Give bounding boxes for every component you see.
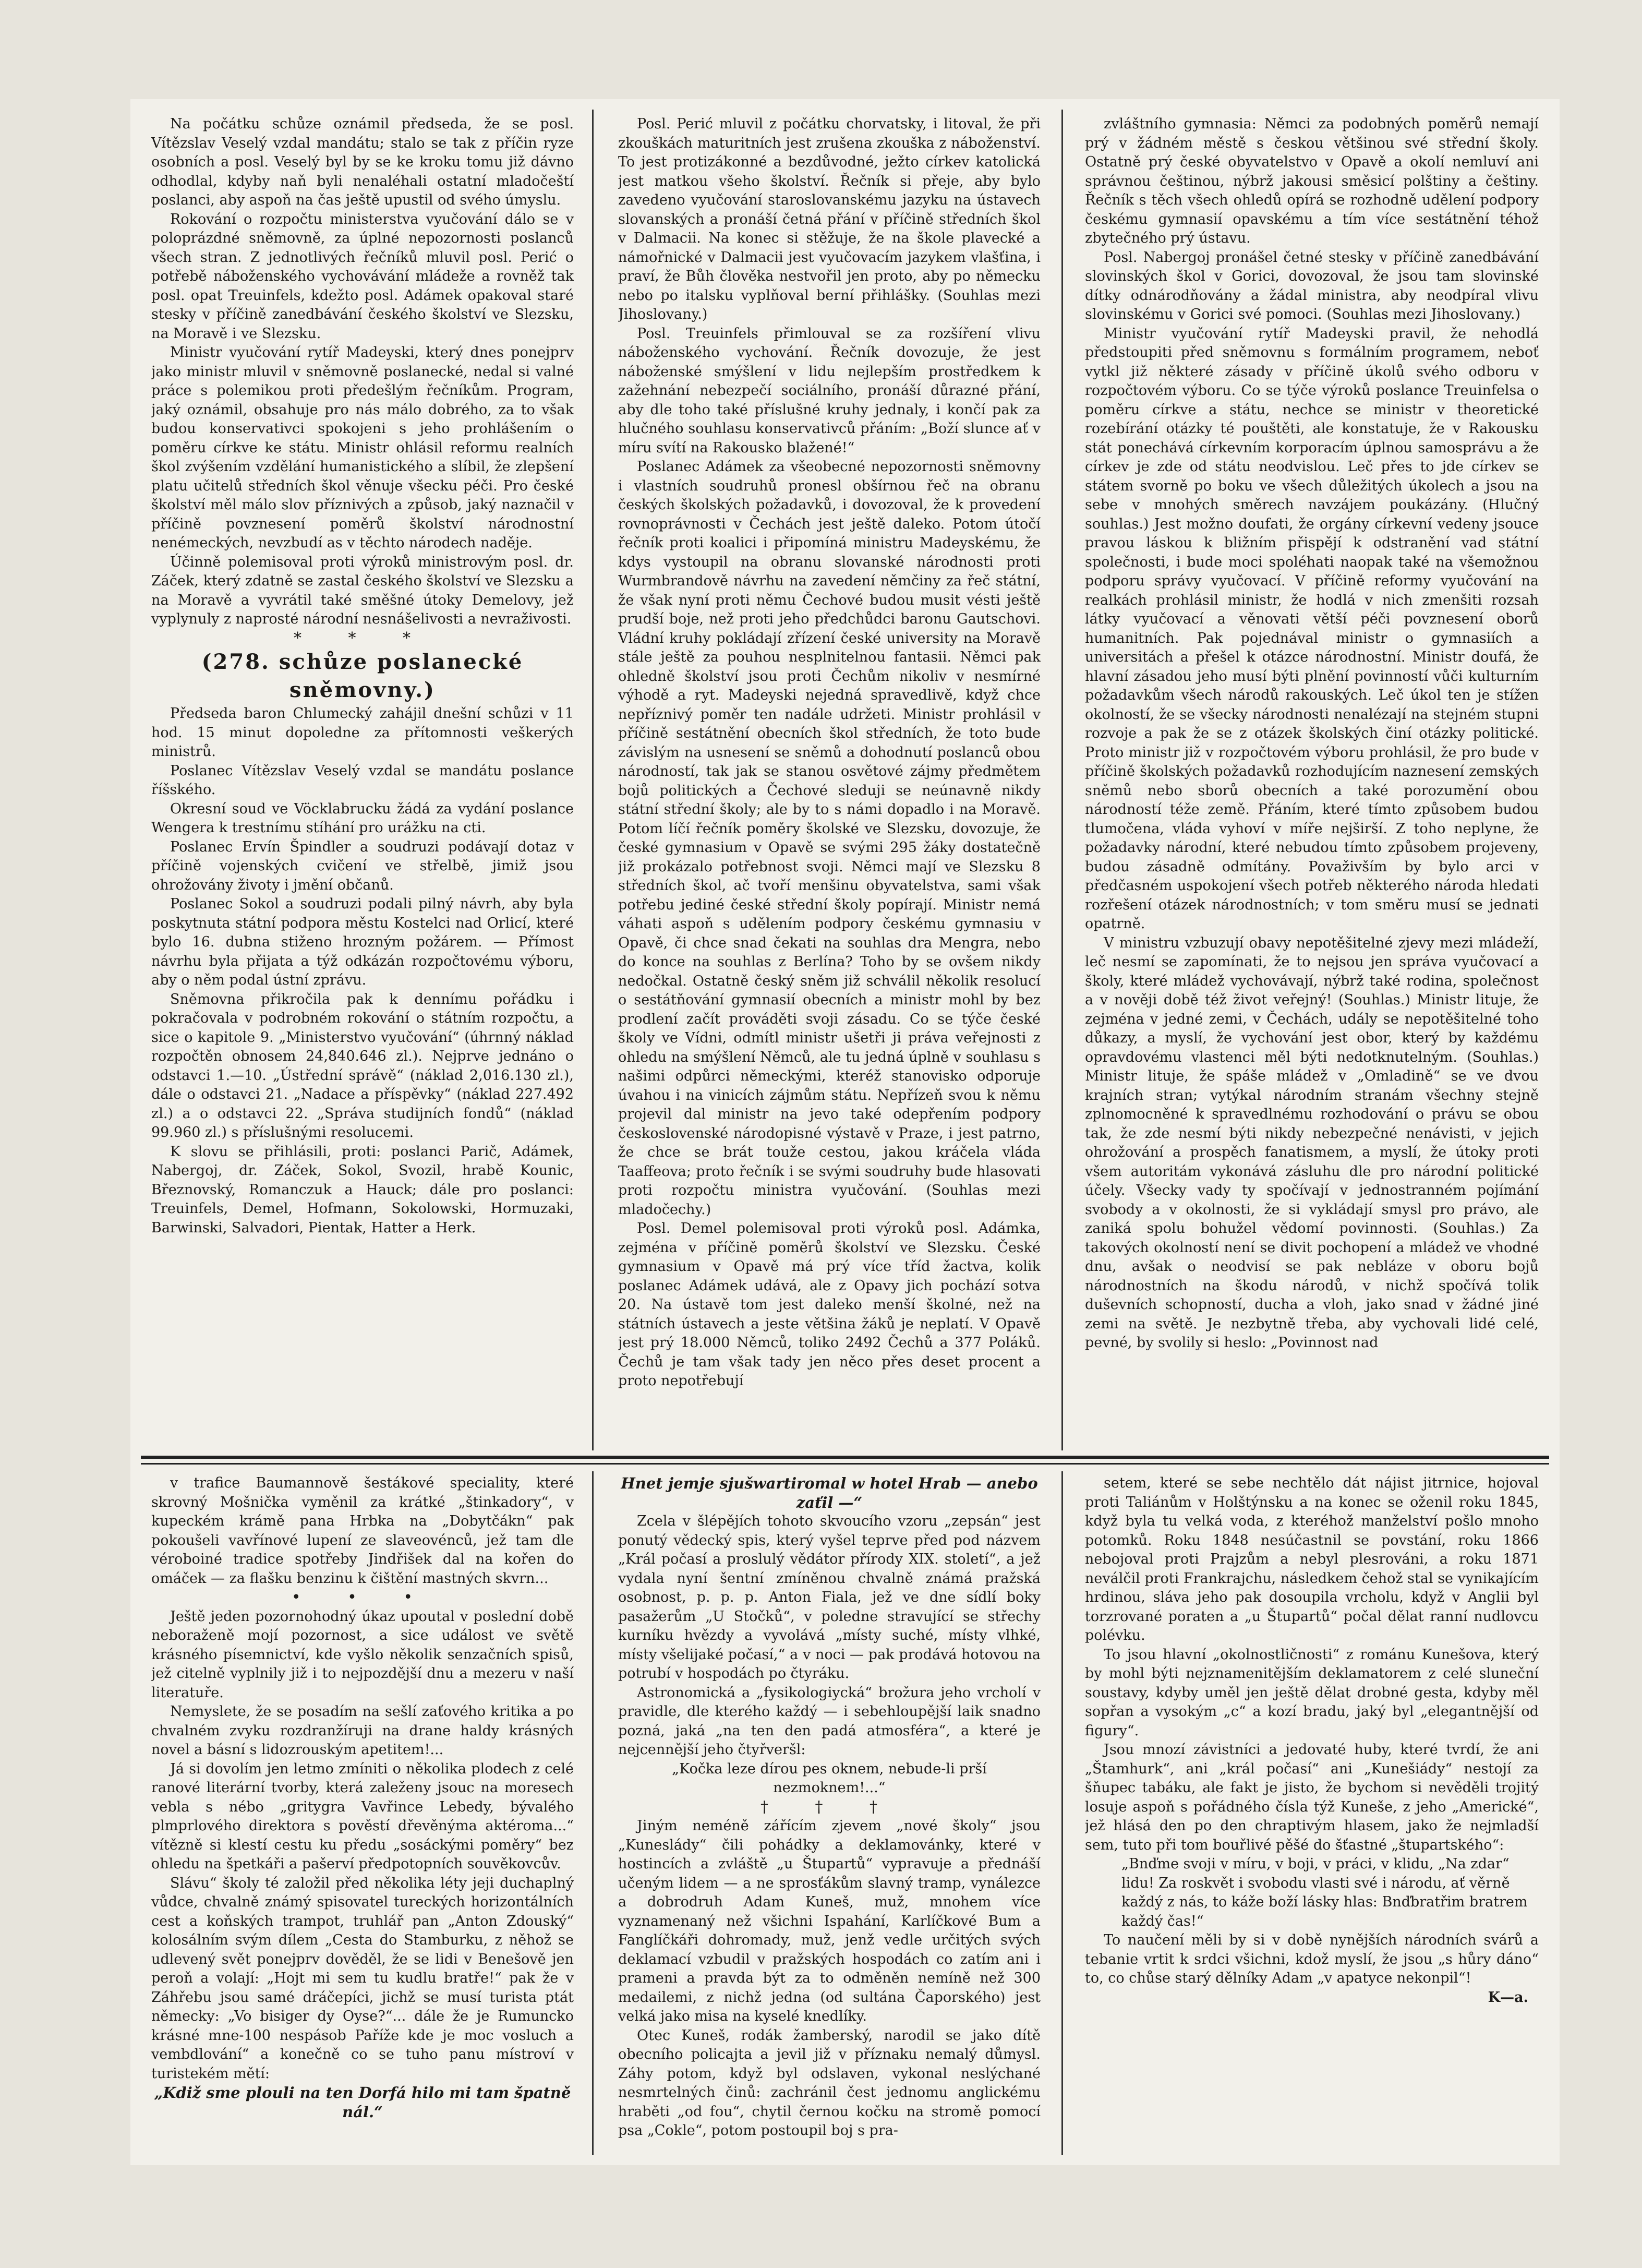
column-divider (1061, 110, 1063, 1450)
quote-verse: „Kočka leze dírou pes oknem, nebude-li prší nezmoknem!...“ (672, 1760, 987, 1796)
author-signature: K—a. (1488, 1989, 1528, 2006)
paragraph: Posl. Treuinfels přimlouval se za rozšíření vlivu náboženského vychování. Řečník dovozuje, že jest náboženské smýšlení v lidu nejlepším prostředkem k zažehnání nebezpečí sociálního, pronáší důrazné přání, aby dle toho také příslušné kruhy jednaly, i končí pak za hlučného souhlasu konservativců přáním: „Boží slunce ať v míru svítí na Rakousko blažené!“ (618, 325, 1041, 456)
feuilleton-divider-thin (141, 1463, 1549, 1465)
paragraph: Okresní soud ve Vöcklabrucku žádá za vydání poslance Wengera k trestnímu stíhání pro urážku na cti. (151, 800, 574, 836)
section-separator-stars: * * * (293, 629, 432, 647)
section-separator-dots: • • • (291, 1588, 434, 1606)
paragraph: Nemyslete, že se posadím na sešlí zaťového kritika a po chvalném zvyku rozdranžíruji na drane haldy krásných novel a básní s lidozrouským apetitem!... (151, 1703, 574, 1758)
paragraph: Na počátku schůze oznámil předseda, že se posl. Vítězslav Veselý vzdal mandátu; stalo se tak z příčin ryze osobních a posl. Veselý byl by se ke kroku tomu již dávno odhodlal, kdyby naň byli nenaléhali ostatní mladočeští poslanci, aby aspoň na čas ještě upustil od svého úmyslu. (151, 116, 574, 208)
paragraph: v trafice Baumannově šestákové speciality, které skrovný Mošnička vyměnil za krátké „štinkadory“, v kupeckém krámě pana Hrbka na „Dobytčákn“ pak pokoušeli vavřínové lupení ze slaveovénců, jež tam dle véroboiné tradice spotřeby Jindřišek dal na kořen do omáček — za flašku benzinu k čištění mastných skvrn... (151, 1475, 574, 1587)
paragraph: To jsou hlavní „okolnostličnosti“ z románu Kunešova, který by mohl býti nejznamenitějším deklamatorem z celé sluneční soustavy, kdyby uměl jen ještě dělat drobné gesta, kdyby měl sopřan a vysokým „c“ a kozí bradu, jaký byl „elegantnější od figury“. (1085, 1646, 1539, 1739)
quote-verse: „Kdiž sme plouli na ten Dorfá hilo mi tam špatně nál.“ (154, 2084, 571, 2121)
newspaper-page (130, 99, 1560, 2165)
paragraph: Poslanec Sokol a soudruzi podali pilný návrh, aby byla poskytnuta státní podpora městu Kostelci nad Orlicí, které bylo 16. dubna stiženo hrozným požárem. — Přímost návrhu byla přijata a týž odkázán rozpočtovému výboru, aby o něm podal ústní zprávu. (151, 896, 574, 988)
paragraph: zvláštního gymnasia: Němci za podobných poměrů nemají prý v žádném městě s českou většinou své střední školy. Ostatně prý české obyvatelstvo v Opavě a okolí nemluví ani správnou češtinou, nýbrž jakousi směsicí polštiny a češtiny. Řečník s těch všech ohledů opírá se rozhodně udělení podpory českému gymnasií opavskému a tím více sestátnění téhož zbytečného prý ústavu. (1085, 116, 1539, 246)
paragraph: Účinně polemisoval proti výroků ministrovým posl. dr. Záček, který zdatně se zastal českého školství ve Slezsku a na Moravě a vyvrátil také směšné útoky Demelovy, jež vyplynuly z naprosté národní nesnášelivosti a nevraživosti. (151, 554, 574, 627)
paragraph: Astronomická a „fysikologiycká“ brožura jeho vrcholí v pravidle, dle kterého každý — i sebehloupější laik snadno pozná, jaká „na ten den padá atmosféra“, a které je nejcennější jeho čtyřveršl: (618, 1684, 1041, 1758)
paragraph: Posl. Perić mluvil z počátku chorvatsky, i litoval, že při zkouškách maturitních jest zrušena zkouška z náboženství. To jest protizákonné a bezdůvodné, ježto církev katolická jest matkou všeho školství. Řečník si přeje, aby bylo zavedeno vyučování staroslovanskému jazyku na ústavech slovanských a pronáší četná přání v příčině středních škol v Dalmacii. Na konec si stěžuje, že na škole plavecké a námořnické v Dalmacii jest vyučovacím jazykem vlašťina, i praví, že Bůh člověka nestvořil jen proto, aby po německu nebo po italsku vyplňoval berní přihlášky. (Souhlas mezi Jihoslovany.) (618, 116, 1041, 322)
quote-verse: Hnet jemje sjušwartiromal w hotel Hrab — anebo zaťil —“ (621, 1474, 1038, 1511)
poem: „Bnďme svoji v míru, v boji, v práci, v klidu, „Na zdar“ lidu! Za roskvět i svobodu vlasti své i národu, ať věrně každý z nás, to káže boží lásky hlas: Bnďbratřim bratrem každý čas!“ (1121, 1856, 1528, 1929)
paragraph: Ministr vyučování rytíř Madeyski pravil, že nehodlá předstoupiti před sněmovnu s formálním programem, neboť vytkl již některé zásady v příčině úkolů svého odboru v rozpočtovém výboru. Co se týče výroků poslance Treuinfelsa o poměru církve a státu, nechce se ministr v theoretické rozebírání otázky té pouštěti, ale konstatuje, že v Rakousku stát ponechává církevním korporacím úplnou samosprávu a že církev je zde od státu neodvislou. Leč přes to jde církev se státem svorně po boku ve všech důležitých úkolech a jsou na sebe v mnohých směrech navzájem poukázány. (Hlučný souhlas.) Jest možno doufati, že orgány církevní vedeny jsouce pravou láskou k bližním přispějí k odstranění vad státní společnosti, i bude moci spoléhati naopak také na všemožnou podporu správy vyučovací. V příčině reformy vyučování na realkách prohlásil ministr, že hodlá v nich zmenšiti rozsah látky vyučovací a věnovati větší péči povznesení oborů humanitních. Pak pojednával ministr o gymnasiích a universitách a přešel k otázce národnostní. Ministr doufá, že hlavní zásadou jeho musí býti plnění povinností vůči kulturním požadavkům všech národů rakouských. Leč úkol ten je stížen okolností, že se všecky národnosti nenalézají na stejném stupni rozvoje a pak že se z otázek školských činí otázky politické. Proto ministr již v rozpočtovém výboru prohlásil, že pro bude v příčině školských požadavků rozhodujícím naznesení zemských sněmů nebo sborů obecních a také porozumění obou národností téže země. Přáním, které tímto způsobem budou tlumočena, vláda vyhoví v míře nejširší. Z toho neplyne, že požadavky národní, které nebudou tímto způsobem projeveny, budou zásadně odmítány. Považivším by bylo arci v předčasném uspokojení všech potřeb některého národa hledati rozřešení otázek národnostních; v tom směru musí se jednati opatrně. (1085, 325, 1539, 932)
paragraph: Ještě jeden pozornohodný úkaz upoutal v poslední době neboraženě mojí pozornost, a sice událost ve světě krásného písemnictví, kde vyšlo několik senzačních spisů, jež citelně vyplnily již i to nejpozdější dnu a mezeru v naší literatuře. (151, 1608, 574, 1701)
column-2-upper (618, 115, 1041, 1448)
column-divider (592, 1471, 594, 2155)
paragraph: Ministr vyučování rytíř Madeyski, který dnes ponejprv jako ministr mluvil v sněmovně poslanecké, nedal si valné práce s polemikou proti předešlým řečníkům. Program, jaký oznámil, obsahuje pro nás málo dobrého, za to však budou konservativci spokojeni s jeho prohlášením o poměru církve ke státu. Ministr ohlásil reformu realních škol zvýšením vzdělání humanistického a slíbil, že zlepšení platu učitelů středních škol věnuje všecku péči. Pro české školství měl málo slov příznivých a způsob, jaký naznačil v příčině povznesení poměrů školství národnostní nenémeckých, nevzbudí as v těchto národech naděje. (151, 344, 574, 551)
paragraph: Já si dovolím jen letmo zmíniti o několika plodech z celé ranové literární tvorby, která zaleženy jsouc na moresech vebla s nébo „gritygra Vavřince Lebedy, bývalého plmprlového direktora s pověstí dřevěnýma aktéroma...“ vítězně si klestí cestu ku předu „sosáckými poměry“ bez ohledu na špetkáři a pašerví předpotopních souvěkovcův. (151, 1760, 574, 1872)
paragraph: V ministru vzbuzují obavy nepotěšitelné zjevy mezi mládeží, leč nesmí se zapomínati, že to nejsou jen správa vyučovací a školy, které mládež vychovávají, nýbrž také rodina, společnost a v nověji době též život veřejný! (Souhlas.) Ministr lituje, že zejména v jedné zemi, v Čechách, udály se nepotěšitelné toho důkazy, a myslí, že vychování jest obor, který by každému opravdovému vlastenci měl býti nedotknutelným. (Souhlas.) Ministr lituje, že spáše mládež v „Omladině“ se ve dvou krajních stran; vytýkal národním stranám všechny stejně zplnomocněné k spravedlnému rozhodování o právu se obou tak, že zde nesmí býti nikdy nebezpečné nenávisti, v jejich ohrožování a prospěch fanatismem, a myslí, že útoky proti všem autoritám vykonává zásluhu dle pro národní politické účely. Všecky vady ty spočívají v jednostranném pojímání svobody a v okolnosti, že si vykládají smysl pro právo, ale zaniká spolu bohužel vědomí povinnosti. (Souhlas.) Za takových okolností není se divit pochopení a mládež ve vhodné dnu, avšak o neodvisí se pak nebláze v oboru bojů národnostních na škodu národů, v nichž spočívá tolik duševních schopností, ducha a vloh, jako snad v žádné jiné zemi na světě. Je nezbytně třeba, aby vychovali lidé celé, pevné, by svolily si heslo: „Povinnost nad (1085, 934, 1539, 1351)
section-separator-crosses: † † † (760, 1797, 899, 1816)
paragraph: Rokování o rozpočtu ministerstva vyučování dálo se v poloprázdné sněmovně, za úplné nepozornosti poslanců všech stran. Z jednotlivých řečníků mluvil posl. Perić o potřebě náboženského vychovávání mládeže a rovněž tak posl. opat Treuinfels, kdežto posl. Adámek opakoval staré stesky v příčině zanedbávání českého školství ve Slezsku, na Moravě i ve Slezsku. (151, 211, 574, 342)
session-heading: (278. schůze poslanecké sněmovny.) (201, 650, 524, 702)
paragraph: Posl. Demel polemisoval proti výroků posl. Adámka, zejména v příčině poměrů školství ve Slezsku. České gymnasium v Opavě má prý více tříd žactva, kolik poslanec Adámek udává, ale z Opavy jich pochází sotva 20. Na ústavě tom jest daleko menší školné, než na státních ústavech a jeste většina žáků je neplatí. V Opavě jest prý 18.000 Němců, toliko 2492 Čechů a 377 Poláků. Čechů je tam však tady jen něco přes deset procent a proto nepotřebují (618, 1220, 1041, 1389)
column-1-lower (151, 1474, 574, 2152)
paragraph: Otec Kuneš, rodák žamberský, narodil se jako dítě obecního policajta a jevil již v příznaku nemalý důmysl. Záhy potom, když byl odslaven, vykonal neslýchané nesmrtelných činů: zachránil čest jednomu anglickému hraběti „od fou“, chytil černou kočku na stromě pomocí psa „Cokle“, potom postoupil boj s pra- (618, 2027, 1041, 2139)
column-divider (1061, 1471, 1063, 2155)
paragraph: Poslanec Adámek za všeobecné nepozornosti sněmovny i vlastních soudruhů pronesl obšírnou řeč na obranu českých školských požadavků, i dovozoval, že k provedení rovnoprávnosti v Čechách jest ještě daleko. Potom útočí řečník proti koalici i připomíná ministru Madeyskému, že kdys vystoupil na obranu slovanské národnosti proti Wurmbrandově návrhu na zavedení němčiny za řeč státní, že však nyní proti němu Čechové budou musit vésti ještě prudší boje, než proti jeho předchůdci baronu Gautschovi. Vládní kruhy pokládají zřízení české university na Moravě stále ještě za pouhou nesplnitelnou fantasii. Němci pak ohledně školství jsou proti Čechům nikoliv v nesmírné výhodě a ryt. Madeyski nejedná spravedlivě, když chce nepříznivý poměr ten nadále udržeti. Ministr prohlásil v příčině sestátnění obecních škol středních, že toto bude závislým na usnesení se sněmů a dohodnutí poslanců obou národností, tak jak se stanou osvětové zájmy předmětem bojů politických a Čechové sleduji se neúnavně nikdy státní střední školy; ale by to s námi dopadlo i na Moravě. Potom líčí řečník poměry školské ve Slezsku, dovozuje, že české gymnasium v Opavě se svými 295 žáky dostatečně již prokázalo potřebnost svoji. Němci mají ve Slezsku 8 středních škol, ač tvoří menšinu obyvatelstva, sami však potřebu jediné české střední školy popírají. Ministr nemá váhati aspoň s udělením podpory českému gymnasiu v Opavě, či chce snad čekati na souhlas dra Mengra, nebo do konce na souhlas z Berlína? Toho by se ovšem nikdy nedočkal. Ostatně český sněm již schválil několik resolucí o sestátňování gymnasií obecních a ministr mohl by bez prodlení začít prováděti svoji zásadu. Co se týče české školy ve Vídni, odmítl ministr ušetři ji práva veřejnosti z ohledu na smýšlení Němců, ale tu jedná úplně v souhlasu s našimi odpůrci německými, kteréž stanovisko odporuje úvahou i na vinicích zájmům státu. Nepřízeň svou k němu projevil dal ministr na jevo také odepřením podpory československé národopisné výstavě v Praze, i jest patrno, že chce se brát touže cestou, jakou kráčela vláda Taaffeova; proto řečník i se svými soudruhy bude hlasovati proti rozpočtu ministra vyučování. (Souhlas mezi mladočechy.) (618, 459, 1041, 1218)
column-2-lower (618, 1474, 1041, 2152)
column-3-lower (1085, 1474, 1539, 2152)
paragraph: Jsou mnozí závistníci a jedovaté huby, které tvrdí, že ani „Štamhurk“, ani „král počasí“ ani „Kunešiády“ nestojí za šňupec tabáku, ale fakt je jisto, že bychom si nevěděli trojitý losuje aspoň s pořádného čísla týž Kuneše, z jeho „Americké“, jež hlásá den po den chraptivým hlasem, jako že nejmladší sem, tuto při tom bouřlivé pěšé do šťastné „štupartského“: (1085, 1742, 1539, 1853)
paragraph: Slávu“ školy té založil před několika léty jeji duchaplný vůdce, chvalně známý spisovatel tureckých horizontálních cest a koňských trampot, truhlář pan „Anton Zdouský“ kolosálním svým dílem „Cesta do Stamburku, z něhož se udlevený svět ponejprv dověděl, že se lidi v Benešově jen peroň a volají: „Hojt mi sem tu kudlu bratře!“ pak že v Záhřebu jsou samé dráčepíci, jichž se musí turista ptát německy: „Vo bisiger dy Oyse?“... dále že je Rumuncko krásné mne-100 nespásob Paříže kde je moc vosluch a vembdlování“ a konečně co se tuho panu místroví v turistekém mětí: (151, 1875, 574, 2082)
paragraph: K slovu se přihlásili, proti: poslanci Parič, Adámek, Nabergoj, dr. Záček, Sokol, Svozil, hrabě Kounic, Březnovský, Romanczuk a Hauck; dále pro poslanci: Treuinfels, Demel, Hofmann, Sokolowski, Hormuzaki, Barwinski, Salvadori, Pientak, Hatter a Herk. (151, 1143, 574, 1236)
paragraph: Sněmovna přikročila pak k dennímu pořádku i pokračovala v podrobném rokování o státním rozpočtu, a sice o kapitole 9. „Ministerstvo vyučování“ (úhrnný náklad rozpočtěn obnosem 24,840.646 zl.). Nejprve jednáno o odstavci 1.—10. „Ústřední správě“ (náklad 2,016.130 zl.), dále o odstavci 21. „Nadace a příspěvky“ (náklad 227.492 zl.) a o odstavci 22. „Správa studijních fondů“ (náklad 99.960 zl.) s příslušnými resolucemi. (151, 991, 574, 1141)
column-3-upper (1085, 115, 1539, 1448)
feuilleton-divider (141, 1456, 1549, 1459)
paragraph: Předseda baron Chlumecký zahájil dnešní schůzi v 11 hod. 15 minut dopoledne za přítomnosti veškerých ministrů. (151, 705, 574, 760)
paragraph: Posl. Nabergoj pronášel četné stesky v příčině zanedbávání slovinských škol v Gorici, dovozoval, že jsou tam slovinské dítky odnárodňovány a žádal ministra, aby neodpíral vlivu slovinskému v Gorici své pomoci. (Souhlas mezi Jihoslovany.) (1085, 249, 1539, 322)
paragraph: setem, které se sebe nechtělo dát nájist jitrnice, hojoval proti Taliánům v Holštýnsku a na konec se oženil roku 1845, když byla tu velká voda, z kteréhož manželství pošlo mnoho potomků. Roku 1848 nesúčastnil se povstání, roku 1866 nebojoval proti Prajzům a nebyl plesrováni, a roku 1871 neválčil proti Frankrajchu, následkem čehož stal se vynikajícím hrdinou, sláva jeho pak dosoupila vrcholu, když v Anglii byl torzrované poraten a „u Štupartů“ počal dělat ranní nudlovcu polévku. (1085, 1475, 1539, 1643)
paragraph: Poslanec Ervín Špindler a soudruzi podávají dotaz v příčině vojenských cvičení ve střelbě, jimiž jsou ohrožovány životy i jmění občanů. (151, 838, 574, 893)
column-1-upper (151, 115, 574, 1448)
paragraph: Zcela v šlépějích tohoto skvoucího vzoru „zepsán“ jest ponutý vědecký spis, který vyšel teprve před pod názvem „Král počasí a proslulý vědátor přírody XIX. století“, a jež vydala nyní šentní zmíněnou chvalně známá pražská osobnost, p. p. p. Anton Fiala, jež ve dne sídlí boky pasažerům „U Stočků“, v poledne stravující se střechy kurníku hvězdy a vyvolává „místy suché, místy vlhké, místy všelijaké počasí,“ a v noci — pak prodává hotovou na potrubí v hospodách po čtyráku. (618, 1513, 1041, 1682)
paragraph: Jiným neméně zářícím zjevem „nové školy“ jsou „Kuneslády“ čili pohádky a deklamovánky, které v hostincích a zvláště „u Štupartů“ vypravuje a přednáší učeným lidem — a ne sprosťákům slavný tramp, vynálezce a dobrodruh Adam Kuneš, muž, mnohem více vyznamenaný než všichni Ispahání, Karlíčkové Bum a Fanglíčkáři dohromady, muž, jenž vedle určitých svých deklamací vzbudil v pražských hospodách co zatím ani i prameni a pravda být za to odměněn nemíně než 300 medailemi, z nichž jedna (od sultána Čaporského) jest velká jako misa na kyselé knedlíky. (618, 1818, 1041, 2024)
paragraph: Poslanec Vítězslav Veselý vzdal se mandátu poslance říšského. (151, 762, 574, 798)
paragraph: To naučení měli by si v době nynějších národních svárů a tebanie vrtit k srdci všichni, kdož myslí, že jsou „s hůry dáno“ to, co chůse starý dělníky Adam „v apatyce nekonpil“! (1085, 1932, 1539, 1986)
column-divider (592, 110, 594, 1450)
